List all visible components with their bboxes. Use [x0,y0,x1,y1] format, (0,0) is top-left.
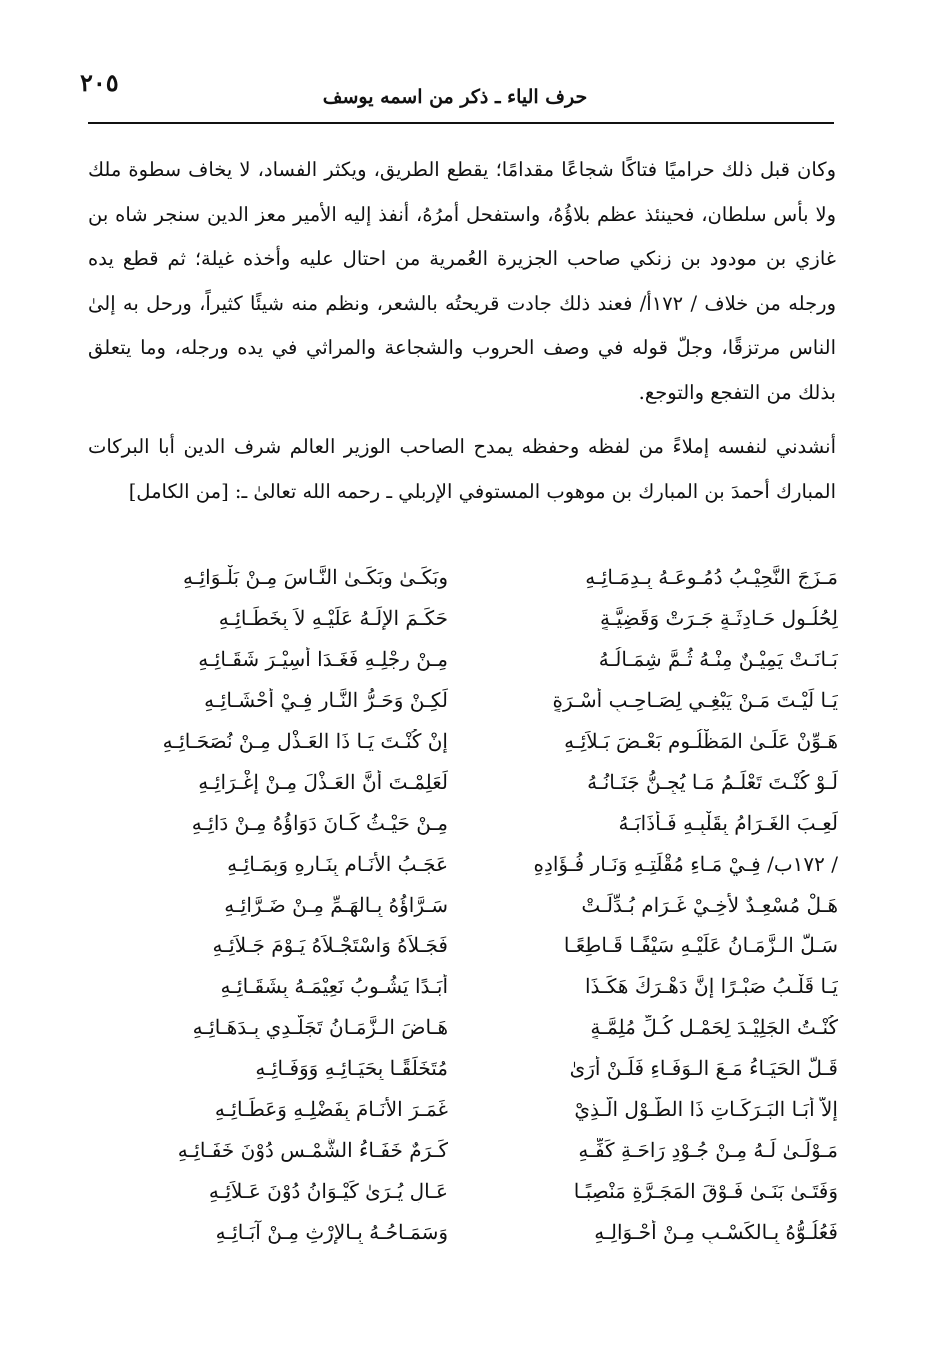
verse-second-hemistich: لَكِـنْ وَحَـرُّ النَّـارِ فِـيْ أحْشَـائِـهِ [204,688,448,713]
verse-first-hemistich: لَـوْ كُنْـتَ تَعْلَـمُ مَـا يُجِـنُّ جَنَـانُـهُ [587,769,838,794]
verse-line [88,925,838,966]
verse-first-hemistich: هَـلْ مُسْعِـدٌ لأخِـيْ غَـرَامٍ بُـدِّلَـتْ [581,892,838,917]
verse-first-hemistich: وَفَتَـىٰ بَنَـىٰ فَـوْقَ المَجَـرَّةِ مَنْصِبًـا [573,1178,838,1203]
verse-second-hemistich: لَعَلِمْـتَ أنَّ العَـذْلَ مِـنْ إغْـرَائِـهِ [198,769,448,794]
verse-second-hemistich: مِـنْ حَيْـثُ كَـانَ دَوَاؤُهُ مِـنْ دَائِـهِ [191,810,448,835]
verse-line [88,598,838,639]
verse-second-hemistich: إنْ كُنْـتَ يَـا ذَا العَـذْلِ مِـنْ نُصَحَـائِـهِ [162,729,448,753]
verse-second-hemistich: أبَـدًا يَشُـوبُ نَعِيْمَـهُ بِشَقَـائِـهِ [220,974,448,999]
verse-line [88,639,838,680]
verse-first-hemistich: بَـانَـتْ يَمِيْـنٌ مِنْـهُ ثُـمَّ شِمَـالُـهُ [598,647,838,672]
running-head: حرف الياء ـ ذكر من اسمه يوسف [322,86,588,108]
paragraph-text: أنشدني لنفسه إملاءً من لفظه وحفظه يمدح الصاحب الوزير العالم شرف الدين أبا البركات المبارك أحمدَ بن المبارك بن موهوب المستوفي الإربلي ـ رحمه الله تعالىٰ ـ: [من الكامل] [88,435,836,503]
verse-line [88,1211,838,1252]
verse-line [88,680,838,721]
verse-line [88,1089,838,1130]
paragraph-poem-intro [88,425,836,514]
page-number: ٢٠٥ [80,68,119,97]
verse-first-hemistich: كُنْـتُ الجَلِيْـدَ لِحَمْـلِ كُـلِّ مُلِمَّـةٍ [590,1015,838,1040]
header-rule [88,122,834,124]
verse-second-hemistich: عَجَـبُ الأنَـامِ بِنَـارِهِ وَبِمَـائِـهِ [227,851,448,876]
verse-second-hemistich: عَـالٍ يُـرَىٰ كَيْـوَانُ دُوْنَ عَـلاَئِـهِ [208,1178,448,1203]
verse-second-hemistich: حَكَـمَ الإلَـهُ عَلَيْـهِ لاَ بِخَطَـائِـهِ [218,606,448,631]
paragraph-text: وكان قبل ذلك حراميًا فتاكًا شجاعًا مقدامًا؛ يقطع الطريق، ويكثر الفساد، لا يخاف سطوة ملك ولا بأس سلطان، فحينئذ عظم بلاؤُهُ، واستفحل أمرُهُ، أنفذ إليه الأمير معز الدين سنجر شاه بن غازي بن مودود بن زنكي صاحب الجزيرة العُمرية من احتال عليه وأخذه غيلة؛ ثم قطع يده ورجله من خلاف / ١٧٢أ/ فعند ذلك جادت قريحتُه بالشعر، ونظم منه شيئًا كثيراً، ورحل به إلىٰ الناس مرتزقًا، وجلّ قوله في وصف الحروب والشجاعة والمراثي في يده ورجله، وما يتعلق بذلك من التفجع والتوجع. [88,158,836,404]
verse-second-hemistich: وَسَمَـاحُـهُ بِـالإرْثِ مِـنْ آبَـائِـهِ [215,1219,448,1244]
verse-first-hemistich: قَـلَّ الحَيَـاءُ مَـعَ الـوَفَـاءِ فَلَـنْ أرَىٰ [569,1056,838,1081]
verse-line [88,802,838,843]
verse-second-hemistich: وبَكَـىٰ وبَكَـىٰ النَّـاسَ مِـنْ بَلْـوَائِـهِ [183,565,448,590]
poem [88,557,838,1252]
verse-first-hemistich: يَـا لَيْـتَ مَـنْ يَبْغِـي لِصَـاحِـبِ أُسْـرَةٍ [552,688,838,713]
verse-second-hemistich: سَـرَّاؤُهُ بِـالهَـمِّ مِـنْ ضَـرَّائِـهِ [224,892,448,917]
verse-second-hemistich: كَـرَمٌ خَفَـاءُ الشَّمْـسِ دُوْنَ خَفَـائِـهِ [177,1137,448,1162]
verse-line [88,843,838,884]
verse-first-hemistich: لِحُلُـولِ حَـادِثَـةٍ جَـرَتْ وَقَضِيَّـةٍ [599,606,838,631]
verse-second-hemistich: مُتَخَلِّقًـا بِحَيَـائِـهِ وَوَفَـائِـهِ [255,1056,448,1081]
verse-line [88,721,838,762]
verse-first-hemistich: مَـوْلَـىٰ لَـهُ مِـنْ جُـوْدِ رَاحَـةِ كَفِّـهِ [578,1137,838,1162]
verse-first-hemistich: هَـوِّنْ عَلَـىٰ المَظْلُـومِ بَعْـضَ بَـلاَئِـهِ [564,729,838,753]
verse-line [88,1129,838,1170]
verse-second-hemistich: هَـاضَ الـزَّمَـانُ تَجَلُّـدِي بِـدَهَـائِـهِ [192,1015,448,1040]
verse-line [88,761,838,802]
verse-line [88,884,838,925]
verse-line [88,557,838,598]
verse-first-hemistich: لَعِـبَ الغَـرَامُ بِقَلْبِـهِ فَـأذَابَـهُ [618,810,838,835]
verse-line [88,1170,838,1211]
verse-first-hemistich: سَـلَّ الـزَّمَـانُ عَلَيْـهِ سَيْفًـا قَـاطِعًـا [563,933,838,958]
verse-line [88,1007,838,1048]
verse-first-hemistich: يَـا قَلْـبُ صَبْـرًا إنَّ دَهْـرَكَ هَكَـذَا [584,974,838,999]
verse-first-hemistich: إلاَّ أبَـا البَـرَكَـاتِ ذَا الطَّـوْلِ الَّـذِيْ [574,1097,838,1122]
verse-line [88,966,838,1007]
verse-line [88,1048,838,1089]
verse-second-hemistich: مِـنْ رِجْلِـهِ فَغَـدَا أسِيْـرَ شَقَـائِـهِ [198,647,448,672]
verse-first-hemistich: / ١٧٢ب/ فِـيْ مَـاءِ مُقْلَتِـهِ وَنَـارِ فُـؤَادِهِ [533,851,838,876]
verse-second-hemistich: غَمَـرَ الأنَـامَ بِفَضْلِـهِ وَعَطَـائِـهِ [214,1097,448,1122]
verse-first-hemistich: مَـزَجَ النَّحِيْـبُ دُمُـوعَـهُ بِـدِمَـائِـهِ [585,565,838,590]
paragraph-biography [88,148,836,415]
verse-first-hemistich: فَعُلُـوُّهُ بِـالكَسْـبِ مِـنْ أحْـوَالِـهِ [594,1219,838,1244]
verse-second-hemistich: فَجَـلاَهُ وَاسْتَجْـلاَهُ يَـوْمَ جَـلاَئِـهِ [212,933,448,958]
